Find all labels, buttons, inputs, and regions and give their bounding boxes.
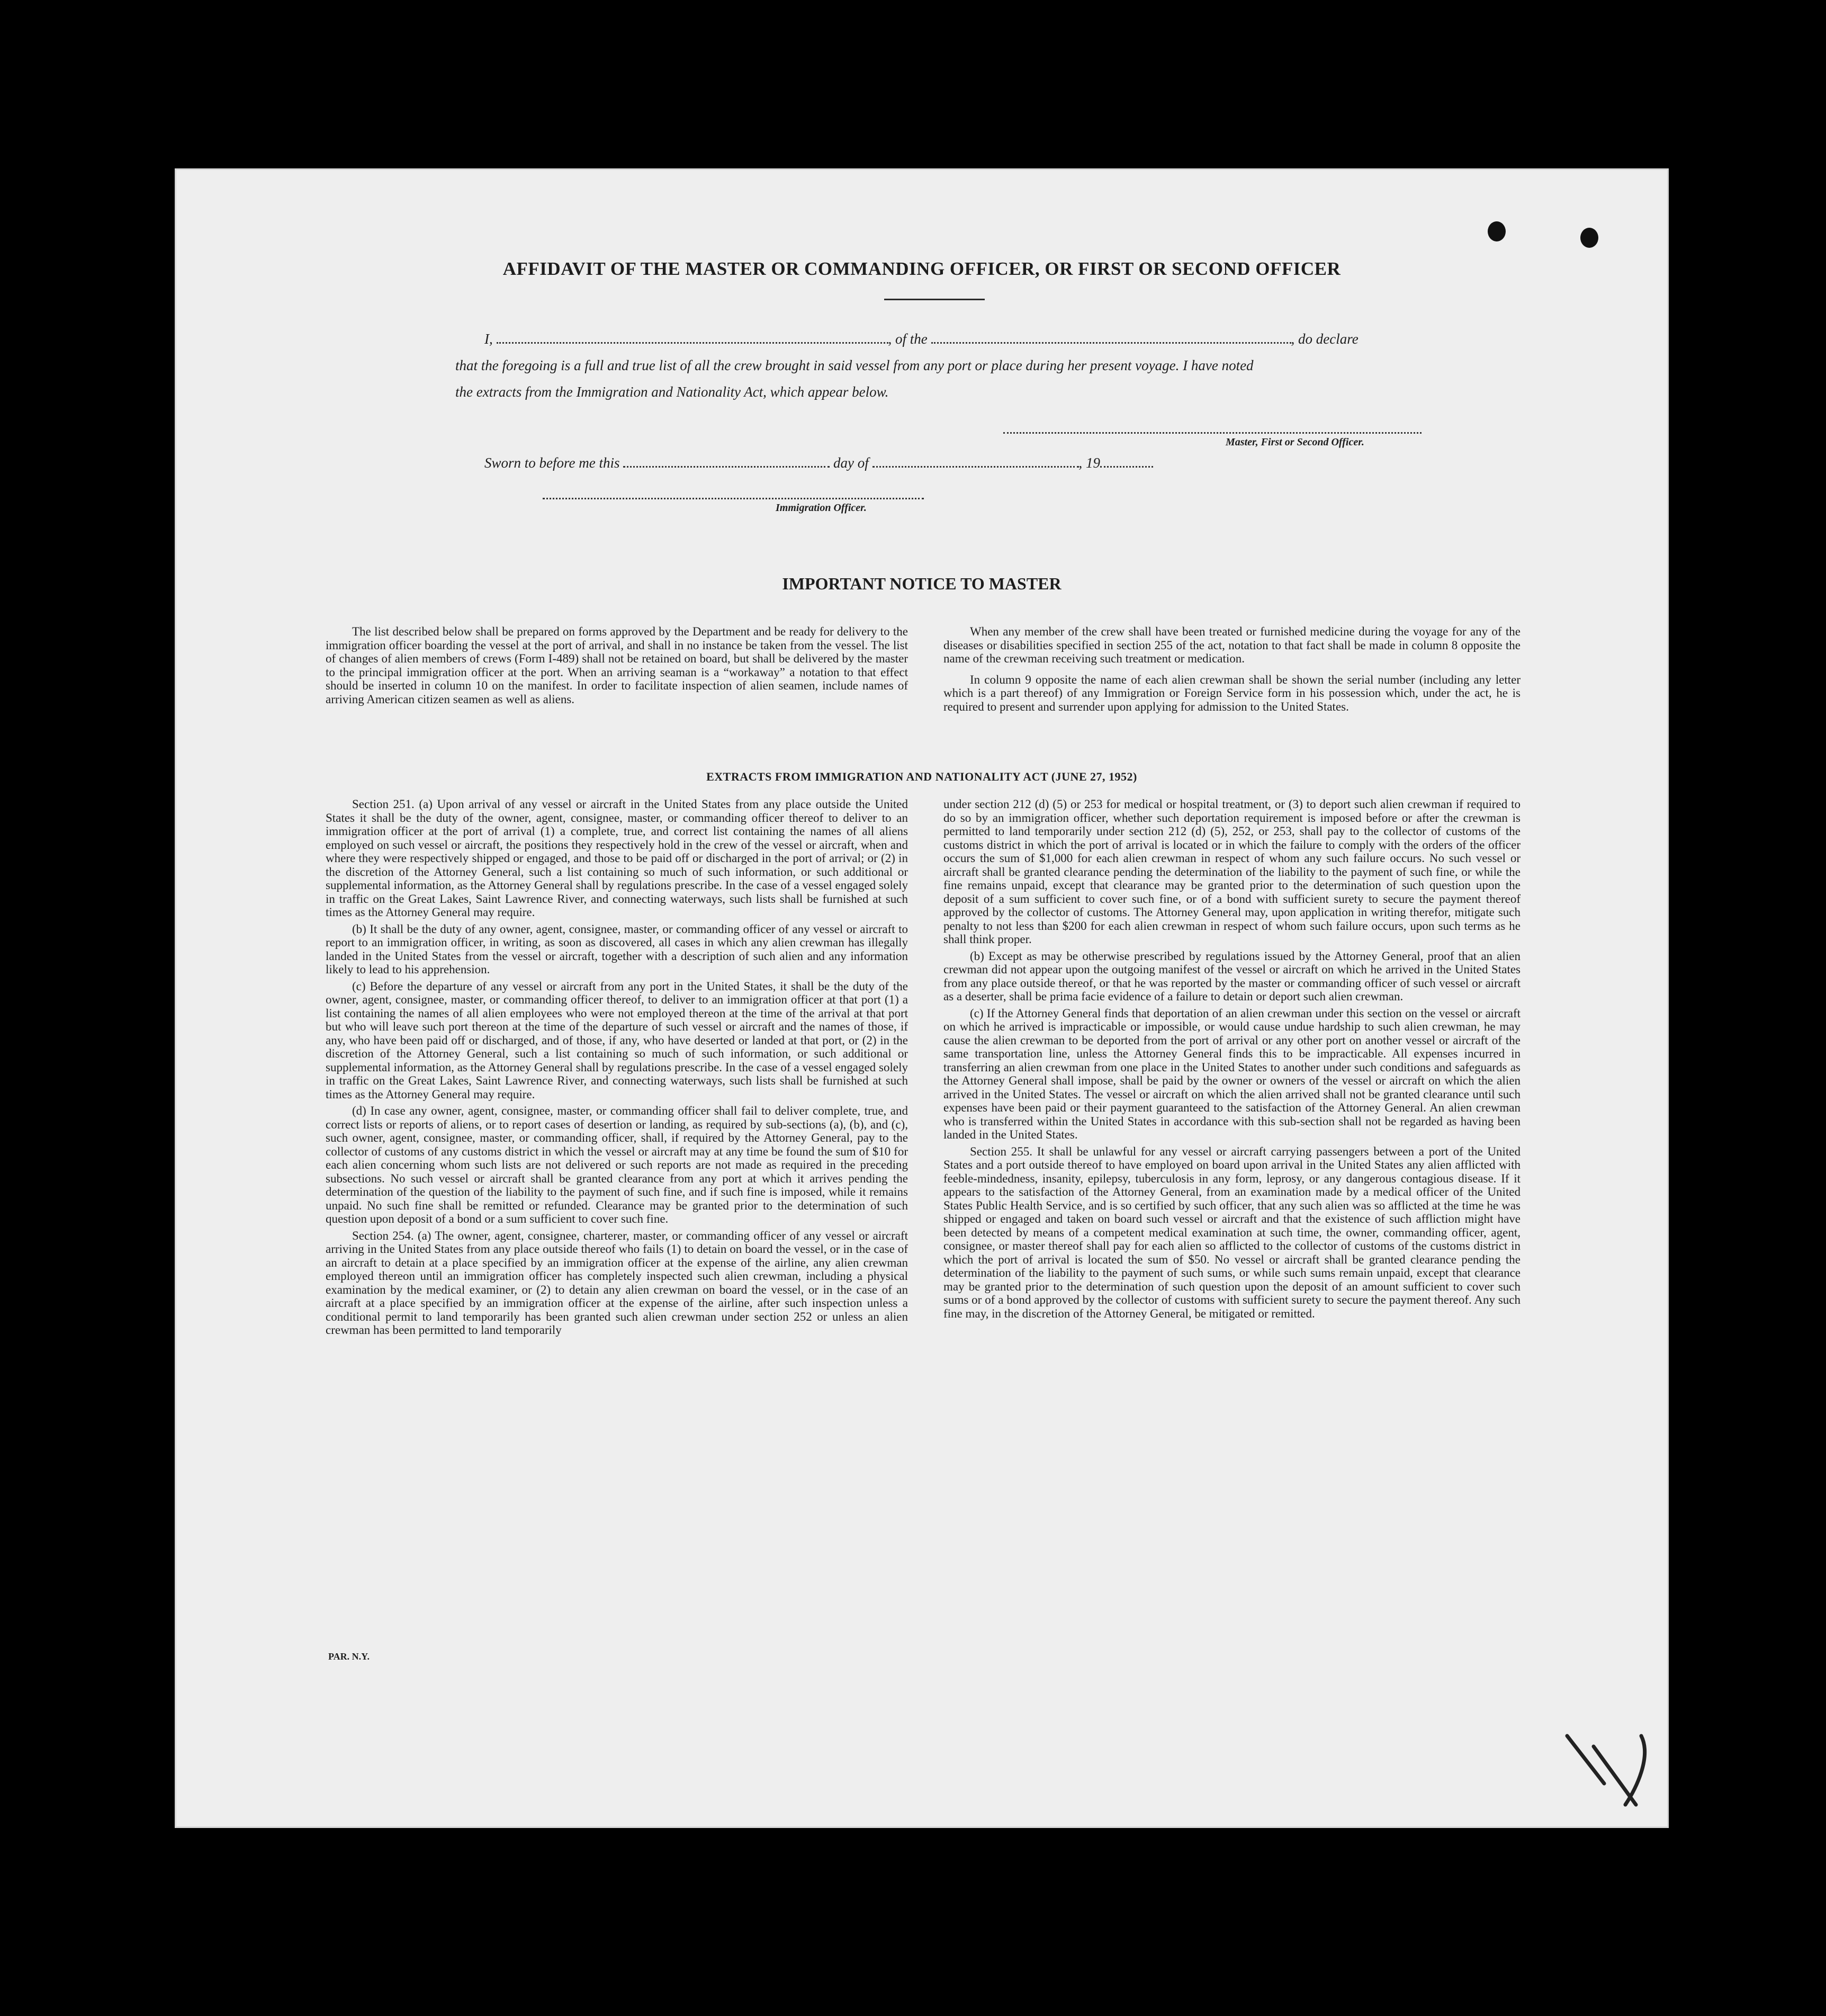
section-251-a: Section 251. (a) Upon arrival of any vessel or aircraft in the United States from any place outside the United States it shall be the duty of the owner, agent, consignee, master, or commanding officer thereof to deliver to an immigration officer at the port of arrival (1) a complete, true, and correct list containing the names of all aliens employed on such vessel or aircraft, the positions they respectively hold in the crew of the vessel or aircraft, when and where they were respectively shipped or engaged, and those to be paid off or discharged in the port of arrival; or (2) in the discretion of the Attorney General, such a list containing so much of such information, or such additional or supplemental information, as the Attorney General shall by regulations prescribe. In the case of a vessel engaged solely in traffic on the Great Lakes, Saint Lawrence River, and connecting waterways, such lists shall be furnished at such times as the Attorney General may require. — [326, 798, 908, 919]
notice-right-paragraph-2: In column 9 opposite the name of each alien crewman shall be shown the serial number (including any letter which is a part thereof) of any Immigration or Foreign Service form in his possession which, under the act, he is required to present and surrender upon applying for admission to the United States. — [943, 673, 1521, 713]
decl-declare: , do declare — [1291, 331, 1359, 347]
day-blank[interactable] — [623, 453, 830, 468]
declaration-line-1 — [484, 325, 1602, 353]
extracts-heading: EXTRACTS FROM IMMIGRATION AND NATIONALITY ACT (JUNE 27, 1952) — [706, 770, 1137, 783]
day-of-label: day of — [833, 455, 869, 471]
extracts-right-column — [943, 798, 1521, 1323]
extracts-left-column — [326, 798, 908, 1340]
officer-signature-line[interactable] — [543, 498, 924, 499]
notice-left-column — [326, 625, 908, 709]
section-251-c: (c) Before the departure of any vessel or aircraft from any port in the United States, it shall be the duty of the owner, agent, consignee, master, or commanding officer thereof, to deliver to an immigration officer at that port (1) a list containing the names of all alien employees who were not employed thereon at the time of the arrival at that port but who will leave such port thereon at the time of the departure of such vessel or aircraft and the names of those, if any, who have been paid off or discharged, and of those, if any, who have deserted or landed at that port, or (2) in the discretion of the Attorney General, such a list containing so much of such information, or such additional or supplemental information, as the Attorney General shall by regulations prescribe. In the case of a vessel engaged solely in traffic on the Great Lakes, Saint Lawrence River, and connecting waterways, such lists shall be furnished at such times as the Attorney General may require. — [326, 979, 908, 1101]
sworn-line — [484, 449, 1437, 477]
month-blank[interactable] — [872, 453, 1079, 468]
section-251-b: (b) It shall be the duty of any owner, agent, consignee, master, or commanding officer of any vessel or aircraft to report to an immigration officer, in writing, as soon as discovered, all cases in which any alien crewman has illegally landed in the United States from the vessel or aircraft, together with a description of such alien and any information likely to lead to his apprehension. — [326, 922, 908, 976]
document-page — [175, 168, 1669, 1828]
sworn-prefix: Sworn to before me this — [484, 455, 620, 471]
section-254-a: Section 254. (a) The owner, agent, consignee, charterer, master, or commanding officer of any vessel or aircraft arriving in the United States from any place outside thereof who fails (1) to detain on board the vessel, or in the case of an aircraft to detain at a place specified by an immigration officer at the expense of the airline, any alien crewman employed thereon until an immigration officer has completely inspected such alien crewman, including a physical examination by the medical examiner, or (2) to detain any alien crewman on board the vessel, or in the case of an aircraft at a place specified by an immigration officer at the expense of the airline, after such inspection unless a conditional permit to land temporarily has been granted such alien crewman under section 252 or unless an alien crewman has been permitted to land temporarily — [326, 1229, 908, 1337]
section-251-d: (d) In case any owner, agent, consignee, master, or commanding officer shall fail to deliver complete, true, and correct lists or reports of aliens, or to report cases of desertion or landing, as required by sub-sections (a), (b), and (c), such owner, agent, consignee, master, or commanding officer, shall, if required by the Attorney General, pay to the collector of customs of any customs district in which the vessel or aircraft may at any time be found the sum of $10 for each alien concerning whom such lists are not delivered or such reports are not made as required in the preceding subsections. No such vessel or aircraft shall be granted clearance from any port at which it arrives pending the determination of the question of the liability to the payment of such fine, and if such fine is imposed, while it remains unpaid. No such fine shall be remitted or refunded. Clearance may be granted prior to the determination of such question upon deposit of a bond or a sum sufficient to cover such fine. — [326, 1104, 908, 1225]
decl-of-the: , of the — [888, 331, 928, 347]
decl-i: I, — [484, 331, 493, 347]
declaration-line-3: the extracts from the Immigration and Nationality Act, which appear below. — [455, 384, 889, 400]
punch-hole — [1580, 228, 1598, 248]
section-254-b: (b) Except as may be otherwise prescribed by regulations issued by the Attorney General, proof that an alien crewman did not appear upon the outgoing manifest of the vessel or aircraft on which he arrived in the United States from any place outside thereof, or that he was reported by the master or commanding officer of such vessel or aircraft as a deserter, shall be prima facie evidence of a failure to detain or deport such alien crewman. — [943, 949, 1521, 1003]
year-prefix: , 19 — [1078, 455, 1100, 471]
notice-left-paragraph: The list described below shall be prepared on forms approved by the Department and be ready for delivery to the immigration officer boarding the vessel at the port of arrival, and shall in no instance be taken from the vessel. The list of changes of alien members of crews (Form I-489) shall not be retained on board, but shall be delivered by the master to the principal immigration officer at the port. When an arriving seaman is a “workaway” a notation to that effect should be inserted in column 10 on the manifest. In order to facilitate inspection of alien seamen, include names of arriving American citizen seamen as well as aliens. — [326, 625, 908, 706]
name-blank[interactable] — [497, 329, 888, 344]
year-blank[interactable] — [1100, 453, 1153, 468]
title-divider — [884, 299, 985, 300]
notice-heading: IMPORTANT NOTICE TO MASTER — [782, 574, 1062, 593]
section-254-a-continued: under section 212 (d) (5) or 253 for medical or hospital treatment, or (3) to deport such alien crewman if required to do so by an immigration officer, whether such deportation requirement is imposed before or after the crewman is permitted to land temporarily under section 212 (d) (5), 252, or 253, shall pay to the collector of customs of the customs district in which the port of arrival is located or in which the failure to comply with the orders of the officer occurs the sum of $1,000 for each alien crewman in respect of whom any such failure occurs. No such vessel or aircraft shall be granted clearance pending the determination of the liability to the payment of such fine, or while the fine remains unpaid, except that clearance may be granted prior to the determination of such question upon the deposit of a sum sufficient to cover such fine, or of a bond with sufficient surety to secure the payment thereof approved by the collector of customs. The Attorney General may, upon application in writing therefor, mitigate such penalty to not less than $200 for each alien crewman in respect of whom such failure occurs, upon such terms as he shall think proper. — [943, 798, 1521, 946]
affidavit-title: AFFIDAVIT OF THE MASTER OR COMMANDING OFFICER, OR FIRST OR SECOND OFFICER — [502, 258, 1341, 279]
vessel-blank[interactable] — [931, 329, 1291, 344]
master-signature-label: Master, First or Second Officer. — [1226, 436, 1364, 448]
declaration-line-2: that the foregoing is a full and true list of all the crew brought in said vessel from any port or place during her present voyage. I have noted — [455, 357, 1254, 373]
handwritten-mark — [1562, 1725, 1657, 1810]
notice-right-paragraph-1: When any member of the crew shall have been treated or furnished medicine during the voyage for any of the diseases or disabilities specified in section 255 of the act, notation to that fact shall be made in column 8 opposite the name of the crewman receiving such treatment or medication. — [943, 625, 1521, 665]
printer-mark: PAR. N.Y. — [328, 1651, 370, 1662]
officer-signature-label: Immigration Officer. — [776, 502, 867, 514]
master-signature-line[interactable] — [1003, 432, 1422, 434]
section-254-c: (c) If the Attorney General finds that deportation of an alien crewman under this section on the vessel or aircraft on which he arrived is impracticable or impossible, or would cause undue hardship to such alien crewman, he may cause the alien crewman to be deported from the port of arrival or any other port on another vessel or aircraft of the same transportation line, unless the Attorney General finds this to be impracticable. All expenses incurred in transferring an alien crewman from one place in the United States to another under such conditions and safeguards as the Attorney General shall impose, shall be paid by the owner or owners of the vessel or aircraft on which the alien arrived in the United States. The vessel or aircraft on which the alien arrived shall not be granted clearance until such expenses have been paid or their payment guaranteed to the satisfaction of the Attorney General. An alien crewman who is transferred within the United States in accordance with this sub-section shall not be regarded as having been landed in the United States. — [943, 1006, 1521, 1141]
notice-right-column — [943, 625, 1521, 716]
section-255: Section 255. It shall be unlawful for any vessel or aircraft carrying passengers between a port of the United States and a port outside thereof to have employed on board upon arrival in the United States any alien afflicted with feeble-mindedness, insanity, epilepsy, tuberculosis in any form, leprosy, or any dangerous contagious disease. If it appears to the satisfaction of the Attorney General, from an examination made by a medical officer of the United States Public Health Service, and is so certified by such officer, that any such alien was so afflicted at the time he was shipped or engaged and taken on board such vessel or aircraft and that the existence of such affliction might have been detected by means of a competent medical examination at such time, the owner, commanding officer, agent, consignee, or master thereof shall pay for each alien so afflicted to the collector of customs of the customs district in which the port of arrival is located the sum of $50. No vessel or aircraft shall be granted clearance pending the determination of the liability to the payment of such sums, or while such sums remain unpaid, except that clearance may be granted prior to the determination of such question upon the deposit of an amount sufficient to cover such sums or of a bond approved by the collector of customs with sufficient surety to secure the payment thereof. Any such fine may, in the discretion of the Attorney General, be mitigated or remitted. — [943, 1144, 1521, 1320]
punch-hole — [1488, 221, 1506, 241]
